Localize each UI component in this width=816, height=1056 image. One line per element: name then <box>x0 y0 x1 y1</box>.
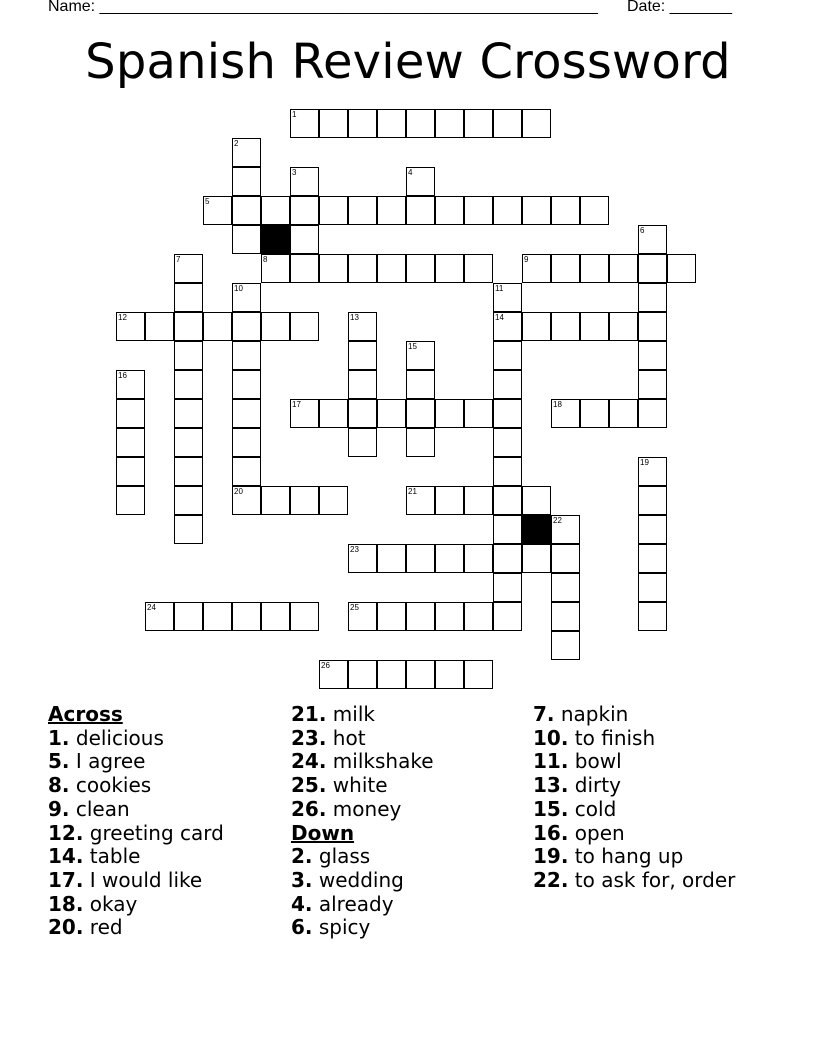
clue-text: napkin <box>554 702 629 726</box>
crossword-cell[interactable] <box>522 109 551 138</box>
crossword-cell[interactable] <box>551 196 580 225</box>
crossword-cell[interactable] <box>493 544 522 573</box>
clue-number: 14 <box>495 313 504 322</box>
clue-text: open <box>568 820 625 845</box>
crossword-cell[interactable] <box>232 283 261 312</box>
crossword-cell[interactable] <box>522 544 551 573</box>
crossword-block <box>261 225 290 254</box>
clue-item <box>533 703 735 727</box>
crossword-cell[interactable] <box>232 428 261 457</box>
crossword-cell[interactable] <box>638 515 667 544</box>
clue-number: 13. <box>533 773 569 798</box>
crossword-cell[interactable] <box>377 399 406 428</box>
clue-item <box>291 845 434 869</box>
clue-item <box>48 798 224 822</box>
clue-number: 2. <box>291 844 313 869</box>
clue-number: 20 <box>234 487 243 496</box>
clue-item <box>291 893 434 917</box>
clue-column-3 <box>533 703 735 893</box>
crossword-cell[interactable] <box>174 312 203 341</box>
clue-text: I would like <box>83 867 203 892</box>
clue-item <box>48 750 224 774</box>
clue-number: 22. <box>533 867 569 892</box>
clue-text: red <box>83 915 123 940</box>
clue-text: cold <box>568 796 617 821</box>
clue-number: 24. <box>291 749 327 774</box>
crossword-cell[interactable] <box>464 486 493 515</box>
crossword-cell[interactable] <box>348 428 377 457</box>
clue-number: 7 <box>176 255 181 264</box>
across-clue-list <box>48 727 224 940</box>
clue-text: wedding <box>312 867 404 892</box>
clue-number: 19 <box>640 458 649 467</box>
crossword-block <box>522 515 551 544</box>
clue-item <box>533 727 735 751</box>
crossword-cell[interactable] <box>493 312 522 341</box>
crossword-cell[interactable] <box>551 544 580 573</box>
crossword-cell[interactable] <box>406 660 435 689</box>
clue-number: 21. <box>291 702 327 726</box>
clue-number: 18 <box>553 400 562 409</box>
clue-item <box>533 845 735 869</box>
clue-item <box>48 869 224 893</box>
crossword-cell[interactable] <box>174 341 203 370</box>
crossword-cell[interactable] <box>261 602 290 631</box>
clue-text: greeting card <box>83 820 224 845</box>
crossword-cell[interactable] <box>232 486 261 515</box>
clue-text: table <box>83 844 141 869</box>
crossword-cell[interactable] <box>638 312 667 341</box>
clue-number: 10. <box>533 725 569 750</box>
crossword-cell[interactable] <box>348 341 377 370</box>
clue-number: 11. <box>533 749 569 774</box>
crossword-cell[interactable] <box>522 486 551 515</box>
clue-number: 25. <box>291 773 327 798</box>
crossword-cell[interactable] <box>493 457 522 486</box>
crossword-cell[interactable] <box>406 109 435 138</box>
crossword-cell[interactable] <box>551 631 580 660</box>
crossword-cell[interactable] <box>203 312 232 341</box>
crossword-cell[interactable] <box>638 370 667 399</box>
clue-item <box>48 893 224 917</box>
crossword-cell[interactable] <box>493 109 522 138</box>
crossword-cell[interactable] <box>435 254 464 283</box>
crossword-cell[interactable] <box>261 486 290 515</box>
clue-text: I agree <box>69 749 146 774</box>
clue-text: milkshake <box>326 749 434 774</box>
crossword-cell[interactable] <box>406 196 435 225</box>
page-title: Spanish Review Crossword <box>85 34 731 90</box>
clue-item <box>291 750 434 774</box>
crossword-cell[interactable] <box>406 544 435 573</box>
crossword-cell[interactable] <box>638 225 667 254</box>
clue-number: 1 <box>292 110 297 119</box>
crossword-cell[interactable] <box>667 254 696 283</box>
crossword-cell[interactable] <box>116 457 145 486</box>
crossword-cell[interactable] <box>348 196 377 225</box>
clue-number: 1. <box>48 725 70 750</box>
clue-number: 8 <box>263 255 268 264</box>
crossword-cell[interactable] <box>638 544 667 573</box>
clue-number: 13 <box>350 313 359 322</box>
crossword-cell[interactable] <box>174 486 203 515</box>
clue-item <box>533 822 735 846</box>
crossword-cell[interactable] <box>551 399 580 428</box>
crossword-cell[interactable] <box>174 283 203 312</box>
clue-text: clean <box>69 796 130 821</box>
crossword-cell[interactable] <box>493 283 522 312</box>
date-line: Date: _______ <box>627 0 732 15</box>
crossword-cell[interactable] <box>174 254 203 283</box>
crossword-cell[interactable] <box>319 254 348 283</box>
crossword-cell[interactable] <box>580 312 609 341</box>
crossword-cell[interactable] <box>319 660 348 689</box>
clue-number: 11 <box>495 284 504 293</box>
clue-number: 9. <box>48 796 70 821</box>
crossword-cell[interactable] <box>290 254 319 283</box>
clue-item <box>48 845 224 869</box>
crossword-cell[interactable] <box>638 573 667 602</box>
crossword-cell[interactable] <box>493 573 522 602</box>
crossword-cell[interactable] <box>116 428 145 457</box>
crossword-cell[interactable] <box>203 602 232 631</box>
down-clue-list <box>291 845 434 940</box>
clue-number: 4. <box>291 891 313 916</box>
crossword-cell[interactable] <box>493 515 522 544</box>
clue-item <box>533 798 735 822</box>
clue-number: 5 <box>205 197 210 206</box>
crossword-cell[interactable] <box>493 428 522 457</box>
crossword-cell[interactable] <box>348 254 377 283</box>
clue-number: 12 <box>118 313 127 322</box>
crossword-cell[interactable] <box>116 486 145 515</box>
crossword-cell[interactable] <box>348 660 377 689</box>
clue-number: 3 <box>292 168 297 177</box>
crossword-cell[interactable] <box>232 457 261 486</box>
crossword-cell[interactable] <box>145 312 174 341</box>
clue-item <box>48 916 224 940</box>
crossword-cell[interactable] <box>377 196 406 225</box>
crossword-cell[interactable] <box>116 370 145 399</box>
crossword-cell[interactable] <box>377 660 406 689</box>
crossword-cell[interactable] <box>319 399 348 428</box>
crossword-cell[interactable] <box>580 254 609 283</box>
clue-number: 15. <box>533 796 569 821</box>
clue-text: bowl <box>568 749 622 774</box>
crossword-cell[interactable] <box>464 399 493 428</box>
crossword-cell[interactable] <box>406 254 435 283</box>
clue-number: 9 <box>524 255 529 264</box>
crossword-cell[interactable] <box>319 486 348 515</box>
crossword-cell[interactable] <box>464 196 493 225</box>
clue-text: white <box>326 773 388 798</box>
crossword-cell[interactable] <box>638 399 667 428</box>
clue-item <box>533 774 735 798</box>
clue-item <box>291 798 434 822</box>
crossword-cell[interactable] <box>609 254 638 283</box>
clue-number: 3. <box>291 867 313 892</box>
crossword-cell[interactable] <box>638 283 667 312</box>
crossword-cell[interactable] <box>232 370 261 399</box>
clue-number: 16 <box>118 371 127 380</box>
crossword-cell[interactable] <box>406 399 435 428</box>
crossword-cell[interactable] <box>464 544 493 573</box>
clue-number: 24 <box>147 603 156 612</box>
clue-number: 5. <box>48 749 70 774</box>
clue-text: to ask for, order <box>568 867 736 892</box>
crossword-cell[interactable] <box>290 312 319 341</box>
crossword-cell[interactable] <box>348 109 377 138</box>
crossword-cell[interactable] <box>493 602 522 631</box>
crossword-cell[interactable] <box>348 312 377 341</box>
crossword-cell[interactable] <box>348 370 377 399</box>
crossword-cell[interactable] <box>493 341 522 370</box>
crossword-cell[interactable] <box>377 254 406 283</box>
clue-text: to finish <box>568 725 656 750</box>
crossword-cell[interactable] <box>319 109 348 138</box>
clue-number: 23. <box>291 725 327 750</box>
across-clue-list-continued <box>291 703 434 822</box>
crossword-cell[interactable] <box>435 109 464 138</box>
crossword-cell[interactable] <box>435 399 464 428</box>
clue-text: okay <box>83 891 138 916</box>
crossword-cell[interactable] <box>406 167 435 196</box>
crossword-cell[interactable] <box>261 196 290 225</box>
clue-column-1 <box>48 703 224 940</box>
clue-text: dirty <box>568 773 621 798</box>
clue-number: 17. <box>48 867 84 892</box>
clue-number: 8. <box>48 773 70 798</box>
crossword-cell[interactable] <box>261 254 290 283</box>
name-line: Name: ________________________________________________________ <box>48 0 598 15</box>
crossword-cell[interactable] <box>232 138 261 167</box>
crossword-cell[interactable] <box>406 428 435 457</box>
crossword-cell[interactable] <box>493 486 522 515</box>
clue-text: milk <box>326 702 375 726</box>
crossword-cell[interactable] <box>377 109 406 138</box>
crossword-cell[interactable] <box>580 196 609 225</box>
clue-number: 17 <box>292 400 301 409</box>
crossword-cell[interactable] <box>435 486 464 515</box>
clue-item <box>48 822 224 846</box>
crossword-cell[interactable] <box>290 486 319 515</box>
across-heading: Across <box>48 702 123 726</box>
clue-number: 19. <box>533 844 569 869</box>
clue-text: spicy <box>312 915 371 940</box>
crossword-cell[interactable] <box>174 457 203 486</box>
clue-number: 14. <box>48 844 84 869</box>
clue-number: 6. <box>291 915 313 940</box>
crossword-cell[interactable] <box>464 602 493 631</box>
crossword-cell[interactable] <box>406 341 435 370</box>
crossword-cell[interactable] <box>551 312 580 341</box>
crossword-cell[interactable] <box>609 399 638 428</box>
clue-number: 21 <box>408 487 417 496</box>
clue-item <box>48 727 224 751</box>
crossword-cell[interactable] <box>638 254 667 283</box>
clue-item <box>533 750 735 774</box>
clue-item <box>291 703 434 727</box>
crossword-cell[interactable] <box>435 544 464 573</box>
crossword-cell[interactable] <box>348 544 377 573</box>
clue-text: glass <box>312 844 371 869</box>
clue-number: 20. <box>48 915 84 940</box>
crossword-cell[interactable] <box>638 602 667 631</box>
crossword-cell[interactable] <box>493 399 522 428</box>
clue-number: 10 <box>234 284 243 293</box>
crossword-cell[interactable] <box>406 486 435 515</box>
crossword-cell[interactable] <box>290 167 319 196</box>
crossword-cell[interactable] <box>290 399 319 428</box>
crossword-cell[interactable] <box>522 196 551 225</box>
crossword-cell[interactable] <box>232 602 261 631</box>
crossword-cell[interactable] <box>609 312 638 341</box>
crossword-cell[interactable] <box>406 602 435 631</box>
crossword-cell[interactable] <box>290 225 319 254</box>
clue-text: already <box>312 891 394 916</box>
crossword-cell[interactable] <box>232 399 261 428</box>
crossword-cell[interactable] <box>232 225 261 254</box>
clue-number: 15 <box>408 342 417 351</box>
crossword-cell[interactable] <box>377 602 406 631</box>
crossword-cell[interactable] <box>174 602 203 631</box>
clue-number: 25 <box>350 603 359 612</box>
clue-item <box>291 869 434 893</box>
crossword-cell[interactable] <box>435 602 464 631</box>
crossword-cell[interactable] <box>174 399 203 428</box>
crossword-cell[interactable] <box>638 341 667 370</box>
crossword-cell[interactable] <box>638 486 667 515</box>
crossword-cell[interactable] <box>232 196 261 225</box>
crossword-cell[interactable] <box>435 660 464 689</box>
crossword-cell[interactable] <box>261 312 290 341</box>
crossword-cell[interactable] <box>174 515 203 544</box>
crossword-cell[interactable] <box>116 399 145 428</box>
down-clue-list-continued <box>533 703 735 893</box>
crossword-cell[interactable] <box>290 109 319 138</box>
crossword-cell[interactable] <box>551 515 580 544</box>
crossword-cell[interactable] <box>493 370 522 399</box>
clue-number: 26. <box>291 796 327 821</box>
clue-item <box>291 916 434 940</box>
clue-number: 7. <box>533 702 555 726</box>
crossword-cell[interactable] <box>464 254 493 283</box>
crossword-cell[interactable] <box>290 196 319 225</box>
crossword-cell[interactable] <box>464 660 493 689</box>
crossword-cell[interactable] <box>232 341 261 370</box>
clue-item <box>48 774 224 798</box>
clue-text: hot <box>326 725 366 750</box>
crossword-cell[interactable] <box>116 312 145 341</box>
clue-number: 12. <box>48 820 84 845</box>
crossword-cell[interactable] <box>551 254 580 283</box>
crossword-cell[interactable] <box>493 196 522 225</box>
clue-item <box>533 869 735 893</box>
clue-number: 26 <box>321 661 330 670</box>
down-heading: Down <box>291 820 355 845</box>
crossword-cell[interactable] <box>580 399 609 428</box>
crossword-cell[interactable] <box>551 573 580 602</box>
clue-text: cookies <box>69 773 152 798</box>
crossword-cell[interactable] <box>145 602 174 631</box>
clue-number: 23 <box>350 545 359 554</box>
clue-number: 22 <box>553 516 562 525</box>
clue-text: to hang up <box>568 844 684 869</box>
clue-item <box>291 774 434 798</box>
clue-text: delicious <box>69 725 164 750</box>
crossword-cell[interactable] <box>464 109 493 138</box>
crossword-cell[interactable] <box>377 544 406 573</box>
crossword-cell[interactable] <box>522 254 551 283</box>
crossword-cell[interactable] <box>290 602 319 631</box>
crossword-cell[interactable] <box>638 457 667 486</box>
crossword-cell[interactable] <box>232 312 261 341</box>
clue-number: 4 <box>408 168 413 177</box>
crossword-cell[interactable] <box>232 167 261 196</box>
crossword-cell[interactable] <box>174 428 203 457</box>
crossword-cell[interactable] <box>203 196 232 225</box>
clue-number: 2 <box>234 139 239 148</box>
clue-number: 16. <box>533 820 569 845</box>
crossword-cell[interactable] <box>348 399 377 428</box>
crossword-cell[interactable] <box>348 602 377 631</box>
crossword-cell[interactable] <box>522 312 551 341</box>
crossword-cell[interactable] <box>174 370 203 399</box>
clue-item <box>291 727 434 751</box>
crossword-cell[interactable] <box>551 602 580 631</box>
clue-column-2 <box>291 703 434 940</box>
clue-number: 6 <box>640 226 645 235</box>
clue-number: 18. <box>48 891 84 916</box>
crossword-cell[interactable] <box>435 196 464 225</box>
crossword-cell[interactable] <box>319 196 348 225</box>
crossword-cell[interactable] <box>406 370 435 399</box>
clue-text: money <box>326 796 402 821</box>
